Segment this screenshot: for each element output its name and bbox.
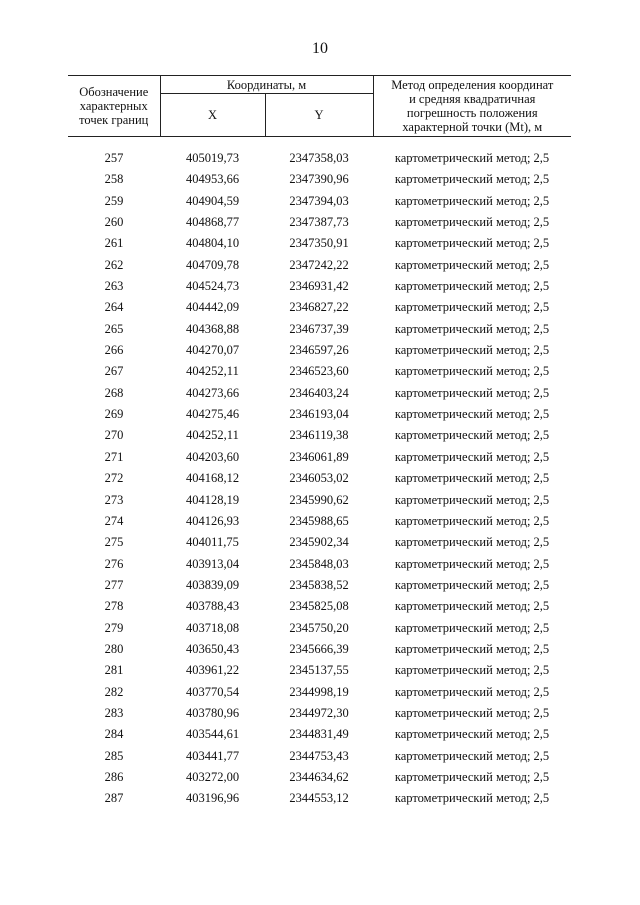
coord-x: 403913,04 <box>185 556 240 571</box>
point-number: 263 <box>104 279 124 294</box>
table-row <box>68 214 571 235</box>
point-number: 279 <box>104 620 124 635</box>
coord-x: 404252,11 <box>186 364 239 379</box>
method-cell: картометрический метод; 2,5 <box>394 577 550 592</box>
table-row <box>68 150 571 171</box>
table-row <box>68 235 571 256</box>
coord-y: 2347350,91 <box>289 236 349 251</box>
coord-x: 404868,77 <box>185 215 240 230</box>
coord-y: 2345838,52 <box>289 577 349 592</box>
coord-x: 404709,78 <box>185 257 240 272</box>
table-row <box>68 406 571 427</box>
table-row <box>68 171 571 192</box>
point-number: 266 <box>104 343 124 358</box>
header-method-line: Метод определения координат <box>391 78 554 92</box>
point-number: 278 <box>104 599 124 614</box>
method-cell: картометрический метод; 2,5 <box>394 492 550 507</box>
coord-x: 403839,09 <box>185 577 240 592</box>
coord-y: 2347394,03 <box>289 193 349 208</box>
method-cell: картометрический метод; 2,5 <box>394 215 550 230</box>
coord-y: 2345750,20 <box>289 620 349 635</box>
method-cell: картометрический метод; 2,5 <box>394 428 550 443</box>
table-row <box>68 342 571 363</box>
method-cell: картометрический метод; 2,5 <box>394 769 550 784</box>
coord-y: 2346193,04 <box>289 407 349 422</box>
table-row <box>68 769 571 790</box>
point-number: 274 <box>104 513 124 528</box>
coord-x: 403441,77 <box>185 748 240 763</box>
method-cell: картометрический метод; 2,5 <box>394 279 550 294</box>
table-row <box>68 662 571 683</box>
coord-x: 404128,19 <box>185 492 240 507</box>
header-x: X <box>160 94 265 137</box>
table-row <box>68 534 571 555</box>
coord-x: 404168,12 <box>185 471 240 486</box>
header-method-line: погрешность положения <box>406 106 538 120</box>
coord-y: 2344972,30 <box>289 705 349 720</box>
coord-x: 404953,66 <box>185 172 240 187</box>
point-number: 283 <box>104 705 124 720</box>
coord-y: 2345902,34 <box>289 535 349 550</box>
coord-y: 2346737,39 <box>289 321 349 336</box>
table-row <box>68 748 571 769</box>
coord-x: 404270,07 <box>185 343 240 358</box>
coord-x: 403650,43 <box>185 641 240 656</box>
coord-y: 2344831,49 <box>289 727 349 742</box>
table-row <box>68 577 571 598</box>
table-row <box>68 790 571 811</box>
header-point-designation-line: Обозначение <box>79 85 149 99</box>
point-number: 259 <box>104 193 124 208</box>
table-row <box>68 363 571 384</box>
coord-y: 2344753,43 <box>289 748 349 763</box>
coord-x: 404275,46 <box>185 407 240 422</box>
coord-y: 2344998,19 <box>289 684 349 699</box>
method-cell: картометрический метод; 2,5 <box>394 620 550 635</box>
method-cell: картометрический метод; 2,5 <box>394 321 550 336</box>
point-number: 287 <box>104 791 124 806</box>
point-number: 284 <box>104 727 124 742</box>
coord-x: 403544,61 <box>185 727 240 742</box>
coord-y: 2346119,38 <box>289 428 349 443</box>
point-number: 265 <box>104 321 124 336</box>
method-cell: картометрический метод; 2,5 <box>394 663 550 678</box>
coord-y: 2346403,24 <box>289 385 349 400</box>
point-number: 275 <box>104 535 124 550</box>
coord-x: 404904,59 <box>185 193 240 208</box>
coord-x: 404442,09 <box>185 300 240 315</box>
coord-x: 403196,96 <box>185 791 240 806</box>
point-number: 276 <box>104 556 124 571</box>
coord-x: 404524,73 <box>185 279 240 294</box>
table-row <box>68 726 571 747</box>
coord-y: 2347387,73 <box>289 215 349 230</box>
table-row <box>68 513 571 534</box>
method-cell: картометрический метод; 2,5 <box>394 449 550 464</box>
coord-y: 2347358,03 <box>289 151 349 165</box>
coord-x: 404126,93 <box>185 513 240 528</box>
method-cell: картометрический метод; 2,5 <box>394 684 550 699</box>
table-row <box>68 641 571 662</box>
point-number: 262 <box>104 257 124 272</box>
method-cell: картометрический метод; 2,5 <box>394 471 550 486</box>
method-cell: картометрический метод; 2,5 <box>394 513 550 528</box>
table-row <box>68 193 571 214</box>
coord-x: 404804,10 <box>185 236 240 251</box>
coord-x: 404368,88 <box>185 321 240 336</box>
header-method-line: и средняя квадратичная <box>409 92 536 106</box>
coord-y: 2346597,26 <box>289 343 349 358</box>
point-number: 261 <box>104 236 124 251</box>
table-row <box>68 470 571 491</box>
header-method-line: характерной точки (Mt), м <box>402 120 543 134</box>
method-cell: картометрический метод; 2,5 <box>394 641 550 656</box>
table-row <box>68 598 571 619</box>
coord-y: 2346931,42 <box>289 279 349 294</box>
method-cell: картометрический метод; 2,5 <box>394 407 550 422</box>
table-row <box>68 492 571 513</box>
point-number: 257 <box>104 151 124 165</box>
point-number: 267 <box>104 364 124 379</box>
coord-x: 404273,66 <box>185 385 240 400</box>
coord-y: 2347242,22 <box>289 257 349 272</box>
coord-y: 2344634,62 <box>289 769 349 784</box>
table-row <box>68 427 571 448</box>
point-number: 258 <box>104 172 124 187</box>
coord-x: 403718,08 <box>185 620 240 635</box>
table-row <box>68 620 571 641</box>
header-coordinates: Координаты, м <box>160 76 373 94</box>
method-cell: картометрический метод; 2,5 <box>394 343 550 358</box>
table-row <box>68 449 571 470</box>
point-number: 281 <box>104 663 124 678</box>
point-number: 285 <box>104 748 124 763</box>
method-cell: картометрический метод; 2,5 <box>394 727 550 742</box>
point-number: 264 <box>104 300 124 315</box>
coord-y: 2345137,55 <box>289 663 349 678</box>
coord-x: 403272,00 <box>185 769 240 784</box>
method-cell: картометрический метод; 2,5 <box>394 300 550 315</box>
coord-x: 404203,60 <box>185 449 240 464</box>
page-number: 10 <box>312 40 328 57</box>
table-row <box>68 556 571 577</box>
method-cell: картометрический метод; 2,5 <box>394 172 550 187</box>
coord-y: 2346061,89 <box>289 449 349 464</box>
coord-x: 403788,43 <box>185 599 240 614</box>
table-row <box>68 385 571 406</box>
coord-y: 2345988,65 <box>289 513 349 528</box>
point-number: 268 <box>104 385 124 400</box>
table-row <box>68 278 571 299</box>
method-cell: картометрический метод; 2,5 <box>394 791 550 806</box>
method-cell: картометрический метод; 2,5 <box>394 257 550 272</box>
coord-x: 404252,11 <box>186 428 239 443</box>
coord-x: 403770,54 <box>185 684 240 699</box>
method-cell: картометрический метод; 2,5 <box>394 193 550 208</box>
method-cell: картометрический метод; 2,5 <box>394 535 550 550</box>
point-number: 272 <box>104 471 124 486</box>
method-cell: картометрический метод; 2,5 <box>394 556 550 571</box>
method-cell: картометрический метод; 2,5 <box>394 151 550 165</box>
coord-y: 2347390,96 <box>289 172 349 187</box>
coord-x: 403961,22 <box>185 663 240 678</box>
method-cell: картометрический метод; 2,5 <box>394 748 550 763</box>
table-body <box>68 150 571 812</box>
point-number: 277 <box>104 577 124 592</box>
point-number: 280 <box>104 641 124 656</box>
coord-y: 2346523,60 <box>289 364 349 379</box>
coord-y: 2345666,39 <box>289 641 349 656</box>
table-row <box>68 321 571 342</box>
table-row <box>68 705 571 726</box>
method-cell: картометрический метод; 2,5 <box>394 705 550 720</box>
method-cell: картометрический метод; 2,5 <box>394 385 550 400</box>
table-row <box>68 299 571 320</box>
point-number: 269 <box>104 407 124 422</box>
header-method <box>373 76 571 137</box>
coord-y: 2344553,12 <box>289 791 349 806</box>
method-cell: картометрический метод; 2,5 <box>394 599 550 614</box>
method-cell: картометрический метод; 2,5 <box>394 236 550 251</box>
coord-x: 405019,73 <box>185 151 240 165</box>
coord-y: 2346827,22 <box>289 300 349 315</box>
point-number: 282 <box>104 684 124 699</box>
point-number: 270 <box>104 428 124 443</box>
point-number: 271 <box>104 449 124 464</box>
coord-y: 2345825,08 <box>289 599 349 614</box>
point-number: 260 <box>104 215 124 230</box>
table-header <box>68 75 571 137</box>
header-point-designation <box>68 76 160 137</box>
coord-x: 404011,75 <box>186 535 239 550</box>
coord-x: 403780,96 <box>185 705 240 720</box>
coord-y: 2345848,03 <box>289 556 349 571</box>
point-number: 286 <box>104 769 124 784</box>
header-y: Y <box>265 94 373 137</box>
method-cell: картометрический метод; 2,5 <box>394 364 550 379</box>
table-row <box>68 684 571 705</box>
table-row <box>68 257 571 278</box>
coord-y: 2346053,02 <box>289 471 349 486</box>
point-number: 273 <box>104 492 124 507</box>
header-point-designation-line: точек границ <box>79 113 149 127</box>
header-point-designation-line: характерных <box>79 99 148 113</box>
coord-y: 2345990,62 <box>289 492 349 507</box>
